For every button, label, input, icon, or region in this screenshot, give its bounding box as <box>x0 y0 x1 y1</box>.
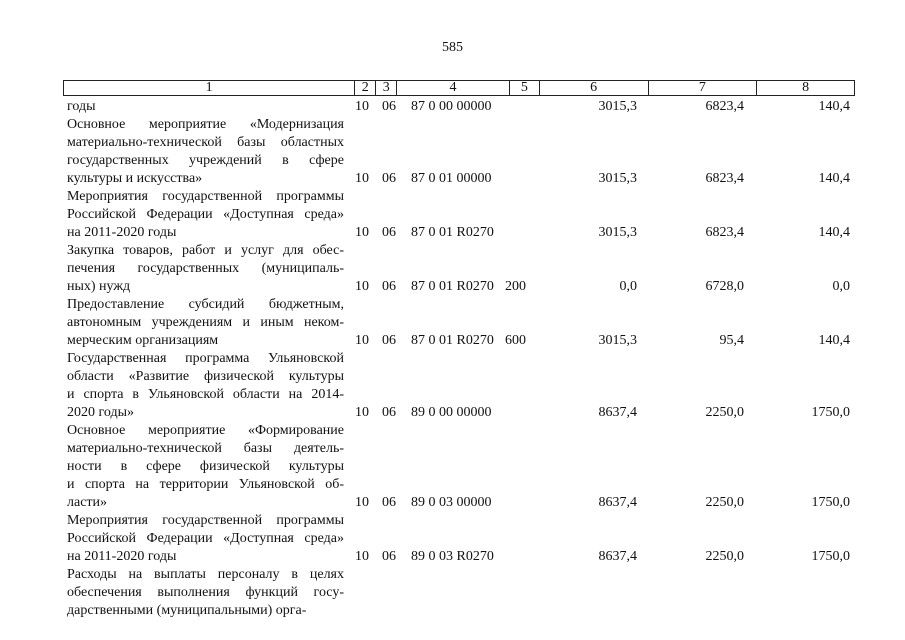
row-text-line: обеспечения выполнения функций госу- <box>67 585 344 600</box>
header-col-4: 4 <box>397 81 510 95</box>
cell-value-6: 0,0 <box>619 279 637 294</box>
cell-podrazdel: 06 <box>382 225 396 240</box>
row-text-line: печения государственных (муниципаль- <box>67 261 344 276</box>
cell-podrazdel: 06 <box>382 279 396 294</box>
cell-razdel: 10 <box>355 225 369 240</box>
table-row <box>0 602 905 620</box>
cell-value-8: 1750,0 <box>811 405 850 420</box>
row-text-line: ных) нужд <box>67 279 131 294</box>
cell-target-code: 89 0 00 00000 <box>411 405 492 420</box>
cell-razdel: 10 <box>355 99 369 114</box>
cell-value-7: 2250,0 <box>705 495 744 510</box>
row-text-line: ласти» <box>67 495 108 510</box>
table-row <box>0 98 905 116</box>
cell-value-7: 95,4 <box>719 333 744 348</box>
row-text-line: Мероприятия государственной программы <box>67 189 344 204</box>
cell-razdel: 10 <box>355 405 369 420</box>
header-col-8: 8 <box>802 80 810 95</box>
cell-target-code: 87 0 00 00000 <box>411 99 492 114</box>
row-text-line: мерческим организациям <box>67 333 219 348</box>
cell-value-6: 3015,3 <box>598 99 637 114</box>
row-text-line: 2020 годы» <box>67 405 135 420</box>
row-text-line: и спорта на территории Ульяновской об- <box>67 477 344 492</box>
table-row <box>0 224 905 242</box>
cell-podrazdel: 06 <box>382 333 396 348</box>
cell-target-code: 89 0 03 00000 <box>411 495 492 510</box>
cell-razdel: 10 <box>355 279 369 294</box>
table-row <box>0 494 905 512</box>
cell-target-code: 87 0 01 R0270 <box>411 225 494 240</box>
cell-value-8: 1750,0 <box>811 495 850 510</box>
cell-value-6: 3015,3 <box>598 171 637 186</box>
cell-value-8: 140,4 <box>818 99 850 114</box>
table-row <box>0 404 905 422</box>
cell-value-6: 8637,4 <box>598 495 637 510</box>
row-text-line: на 2011-2020 годы <box>67 225 177 240</box>
row-text-line: области «Развитие физической культуры <box>67 369 344 384</box>
row-text-line: Государственная программа Ульяновской <box>67 351 344 366</box>
cell-value-6: 8637,4 <box>598 405 637 420</box>
row-text-line: Предоставление субсидий бюджетным, <box>67 297 344 312</box>
cell-value-7: 6823,4 <box>705 225 744 240</box>
header-col-1: 1 <box>64 81 355 95</box>
header-col-2: 2 <box>355 81 376 95</box>
cell-target-code: 87 0 01 00000 <box>411 171 492 186</box>
table-row <box>0 332 905 350</box>
row-text-line: на 2011-2020 годы <box>67 549 177 564</box>
row-text-line: материально-технической базы деятель- <box>67 441 344 456</box>
cell-target-code: 87 0 01 R0270 <box>411 279 494 294</box>
row-text-line: дарственными (муниципальными) орга- <box>67 603 307 618</box>
header-col-5: 5 <box>510 81 540 95</box>
cell-podrazdel: 06 <box>382 405 396 420</box>
cell-podrazdel: 06 <box>382 549 396 564</box>
cell-value-7: 2250,0 <box>705 549 744 564</box>
row-text-line: Основное мероприятие «Формирование <box>67 423 344 438</box>
cell-expense-type: 200 <box>505 279 526 294</box>
table-row <box>0 548 905 566</box>
table-row <box>0 278 905 296</box>
header-col-6: 6 <box>540 81 649 95</box>
cell-value-6: 3015,3 <box>598 225 637 240</box>
row-text-line: и спорта в Ульяновской области на 2014- <box>67 387 344 402</box>
cell-value-6: 3015,3 <box>598 333 637 348</box>
row-text-line: Мероприятия государственной программы <box>67 513 344 528</box>
cell-razdel: 10 <box>355 495 369 510</box>
cell-expense-type: 600 <box>505 333 526 348</box>
cell-podrazdel: 06 <box>382 99 396 114</box>
header-col-3: 3 <box>376 81 397 95</box>
cell-podrazdel: 06 <box>382 171 396 186</box>
cell-razdel: 10 <box>355 333 369 348</box>
cell-value-8: 0,0 <box>832 279 850 294</box>
row-text-line: Основное мероприятие «Модернизация <box>67 117 344 132</box>
row-text-line: культуры и искусства» <box>67 171 203 186</box>
table-header <box>63 80 855 96</box>
row-text-line: материально-технической базы областных <box>67 135 344 150</box>
cell-value-8: 140,4 <box>818 171 850 186</box>
row-text-line: ности в сфере физической культуры <box>67 459 344 474</box>
row-text-line: годы <box>67 99 96 114</box>
cell-value-7: 6823,4 <box>705 171 744 186</box>
cell-value-7: 2250,0 <box>705 405 744 420</box>
cell-value-8: 140,4 <box>818 225 850 240</box>
cell-podrazdel: 06 <box>382 495 396 510</box>
cell-target-code: 87 0 01 R0270 <box>411 333 494 348</box>
row-text-line: государственных учреждений в сфере <box>67 153 344 168</box>
row-text-line: Закупка товаров, работ и услуг для обес- <box>67 243 344 258</box>
cell-value-8: 140,4 <box>818 333 850 348</box>
cell-value-8: 1750,0 <box>811 549 850 564</box>
header-col-7: 7 <box>649 81 758 95</box>
table-row <box>0 170 905 188</box>
cell-razdel: 10 <box>355 549 369 564</box>
row-text-line: Расходы на выплаты персоналу в целях <box>67 567 344 582</box>
row-text-line: автономным учреждениям и иным неком- <box>67 315 344 330</box>
cell-razdel: 10 <box>355 171 369 186</box>
cell-value-7: 6728,0 <box>705 279 744 294</box>
row-text-line: Российской Федерации «Доступная среда» <box>67 207 344 222</box>
cell-target-code: 89 0 03 R0270 <box>411 549 494 564</box>
cell-value-6: 8637,4 <box>598 549 637 564</box>
page-number: 585 <box>442 40 463 55</box>
row-text-line: Российской Федерации «Доступная среда» <box>67 531 344 546</box>
cell-value-7: 6823,4 <box>705 99 744 114</box>
